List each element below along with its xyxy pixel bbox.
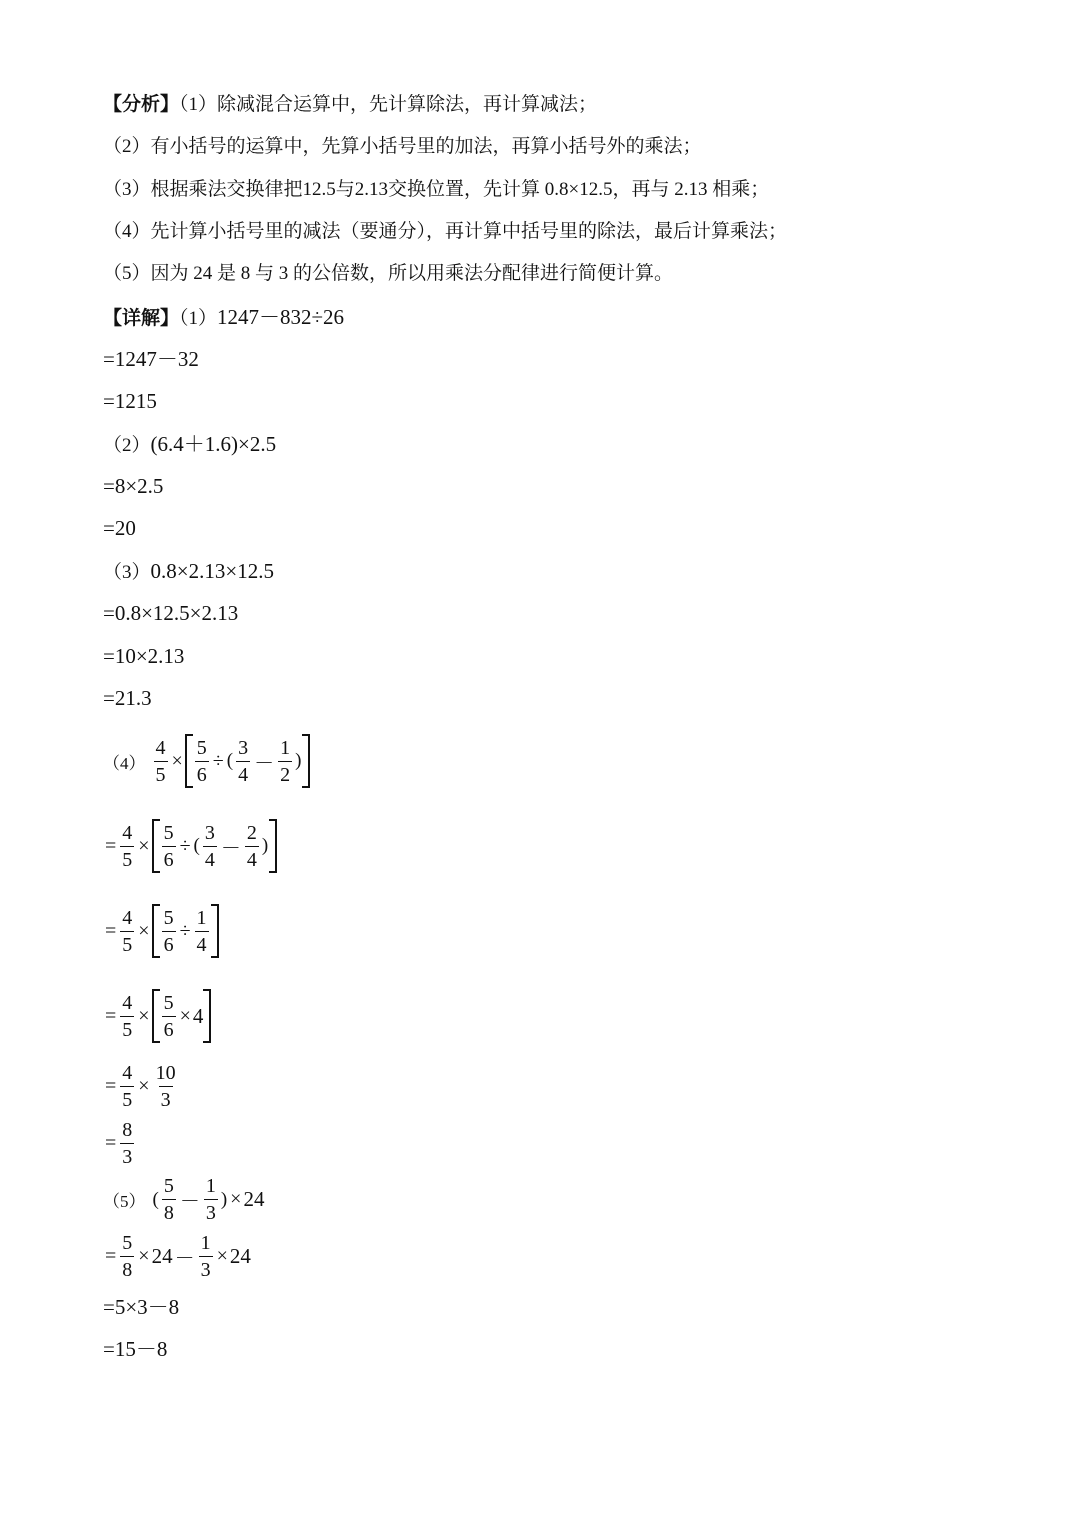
analysis-line-4: （4）先计算小括号里的减法（要通分），再计算中括号里的除法，最后计算乘法； [103,221,788,242]
numerator: 8 [122,1119,133,1141]
detail-tag: 【详解】 [103,308,180,329]
times-sign: × [138,834,150,857]
denominator: 5 [120,846,134,870]
denominator: 3 [204,1199,218,1223]
p5-step-3 [103,1337,167,1363]
fraction-4-5 [120,1063,134,1110]
p3-line [103,559,274,585]
fraction-8-3 [120,1120,134,1167]
numerator: 1 [205,1175,216,1197]
square-bracket [185,734,311,788]
p4-step-3 [103,989,211,1043]
denominator: 5 [120,1016,134,1040]
fraction-5-8 [162,1176,176,1223]
fraction-1-4 [195,908,209,955]
p5-step-2-text: =5×3－8 [103,1295,180,1319]
denominator: 5 [120,931,134,955]
p2-step-1 [103,474,163,500]
p2-step-2 [103,516,136,542]
p3-expression: 0.8×2.13×12.5 [150,559,274,583]
integer-four: 4 [192,1003,204,1028]
numerator: 1 [280,736,291,759]
numerator: 5 [163,991,174,1014]
p4-expression-row [103,734,310,788]
denominator: 3 [159,1086,173,1110]
p1-step-1 [103,347,199,373]
numerator: 4 [122,906,133,929]
divide-sign: ÷ [179,919,191,942]
numerator: 4 [122,821,133,844]
integer-24: 24 [229,1244,251,1268]
numerator: 3 [204,821,215,844]
denominator: 6 [162,931,176,955]
equals-sign: = [105,1075,117,1097]
fraction-4-5 [120,823,134,870]
analysis-line-1 [103,93,597,117]
left-paren: ( [193,835,200,856]
denominator: 8 [162,1199,176,1223]
square-bracket [152,904,219,958]
numerator: 1 [196,906,207,929]
numerator: 5 [122,1232,133,1254]
p4-step-5 [103,1120,136,1167]
times-sign: × [138,1245,150,1267]
p5-step-2 [103,1295,179,1321]
equals-sign: = [105,1245,117,1267]
p1-expression: 1247－832÷26 [217,305,345,329]
fraction-5-6 [162,908,176,955]
numerator: 5 [163,821,174,844]
fraction-5-8 [120,1233,134,1280]
minus-sign: － [254,752,275,775]
fraction-1-3 [199,1233,213,1280]
fraction-3-4 [236,738,250,785]
integer-24: 24 [151,1244,173,1268]
denominator: 3 [199,1256,213,1280]
times-sign: × [171,749,183,772]
numerator: 3 [238,736,249,759]
p3-step-2 [103,644,184,670]
p2-expression: (6.4＋1.6)×2.5 [150,432,277,456]
equals-sign: = [105,1004,117,1027]
p3-step-1 [103,601,238,627]
p4-step-4 [103,1063,180,1110]
square-bracket [152,989,212,1043]
p3-step-1-text: =0.8×12.5×2.13 [103,601,239,625]
right-paren: ) [220,1188,228,1210]
denominator: 2 [278,761,292,785]
p5-expression-row [103,1176,264,1223]
p5-label: （5） [103,1192,146,1211]
fraction-5-6 [162,993,176,1040]
left-paren: ( [152,1188,159,1210]
denominator: 3 [120,1143,134,1167]
detail-line-1 [103,305,344,331]
numerator: 5 [163,906,174,929]
divide-sign: ÷ [179,834,191,857]
numerator: 5 [196,736,207,759]
right-paren: ) [261,835,269,856]
p1-step-2-text: =1215 [103,389,157,413]
divide-sign: ÷ [212,749,224,772]
p2-line [103,432,276,458]
integer-24: 24 [243,1187,265,1211]
p2-label: （2） [103,435,151,456]
equals-sign: = [105,834,117,857]
numerator: 10 [155,1062,176,1084]
times-sign: × [138,1004,150,1027]
minus-sign: － [220,837,241,860]
p3-label: （3） [103,562,151,583]
fraction-2-4 [245,823,259,870]
fraction-5-6 [162,823,176,870]
numerator: 2 [246,821,257,844]
p4-step-1 [103,819,277,873]
numerator: 5 [163,1175,174,1197]
numerator: 4 [155,736,166,759]
p3-step-3-text: =21.3 [103,686,152,710]
p2-step-1-text: =8×2.5 [103,474,164,498]
p3-step-2-text: =10×2.13 [103,644,185,668]
times-sign: × [179,1004,191,1027]
times-sign: × [230,1188,242,1210]
analysis-line-3: （3）根据乘法交换律把12.5与2.13交换位置，先计算 0.8×12.5，再与 2.13 相乘； [103,179,770,200]
numerator: 4 [122,991,133,1014]
p4-step-2 [103,904,219,958]
analysis-tag: 【分析】 [103,94,180,115]
p4-label: （4） [103,753,146,773]
denominator: 4 [245,846,259,870]
denominator: 6 [195,761,209,785]
denominator: 5 [154,761,168,785]
square-bracket [152,819,278,873]
p3-step-3 [103,686,152,712]
fraction-4-5 [154,738,168,785]
fraction-1-3 [204,1176,218,1223]
right-paren: ) [295,750,302,771]
fraction-1-2 [278,738,292,785]
p1-label: （1） [179,308,218,329]
left-paren: ( [226,750,234,771]
fraction-3-4 [203,823,217,870]
fraction-4-5 [120,993,134,1040]
times-sign: × [138,919,150,942]
equals-sign: = [105,919,117,942]
p1-step-2 [103,389,157,415]
analysis-line-2: （2）有小括号的运算中，先算小括号里的加法，再算小括号外的乘法； [103,136,702,157]
fraction-5-6 [195,738,209,785]
analysis-line-5: （5）因为 24 是 8 与 3 的公倍数，所以用乘法分配律进行简便计算。 [103,263,674,284]
minus-sign: － [174,1248,195,1270]
p5-step-1 [103,1233,251,1280]
p2-step-2-text: =20 [103,516,136,540]
numerator: 4 [122,1062,133,1084]
numerator: 1 [200,1232,211,1254]
fraction-10-3 [154,1063,178,1110]
denominator: 4 [203,846,217,870]
denominator: 8 [120,1256,134,1280]
fraction-4-5 [120,908,134,955]
equals-sign: = [105,1132,117,1154]
analysis-text-1: （1）除减混合运算中，先计算除法，再计算减法； [179,94,598,115]
times-sign: × [216,1245,228,1267]
p1-step-1-text: =1247－32 [103,347,199,371]
p5-step-3-text: =15－8 [103,1337,168,1361]
minus-sign: － [179,1191,200,1213]
denominator: 6 [162,1016,176,1040]
denominator: 6 [162,846,176,870]
times-sign: × [138,1075,150,1097]
denominator: 4 [236,761,250,785]
denominator: 5 [120,1086,134,1110]
denominator: 4 [195,931,209,955]
